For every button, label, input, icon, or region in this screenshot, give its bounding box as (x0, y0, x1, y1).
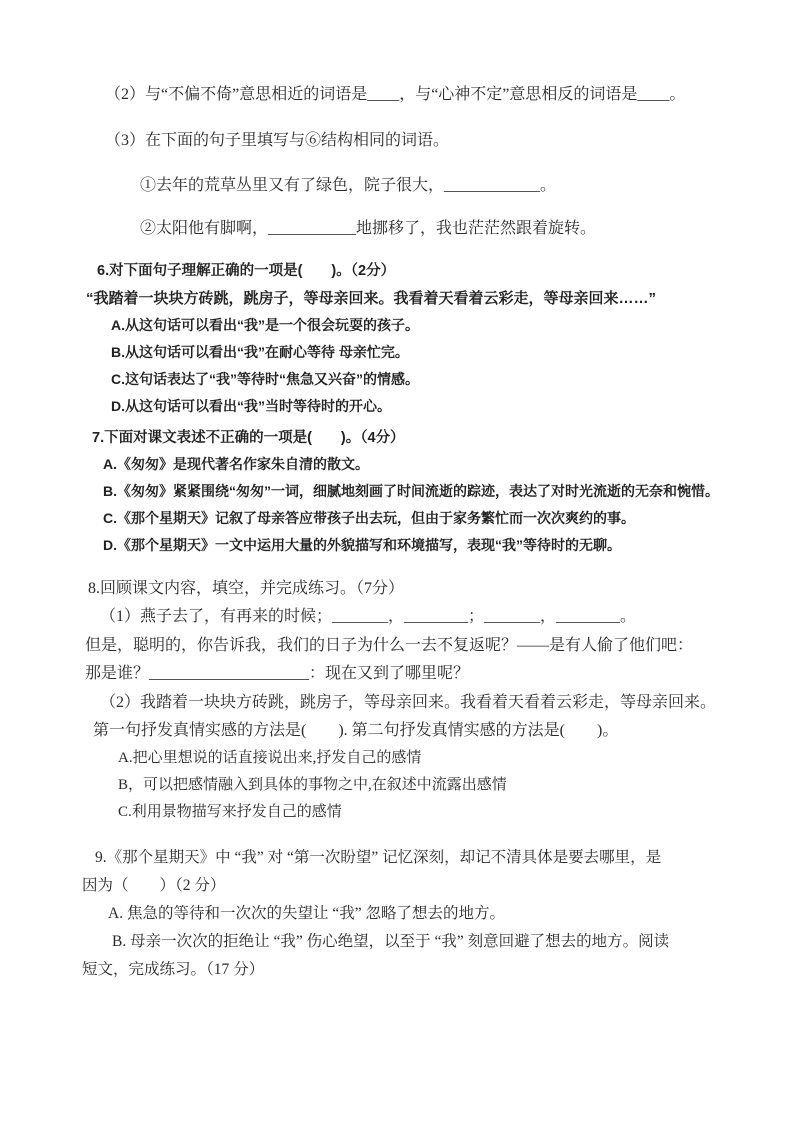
q8-part1-line1: （1）燕子去了，有再来的时候；_______，________；_______，________。 (100, 608, 637, 625)
q7-option-d: D.《那个星期天》一文中运用大量的外貌描写和环境描写，表现“我”等待时的无聊。 (103, 537, 621, 553)
q5-part3-line: （3）在下面的句子里填写与⑥结构相同的词语。 (105, 132, 450, 149)
q6-option-a: A.从这句话可以看出“我”是一个很会玩耍的孩子。 (111, 317, 419, 333)
q8-stem: 8.回顾课文内容，填空，并完成练习。（7分） (88, 580, 405, 597)
q9-stem-line1: 9.《那个星期天》中 “我” 对 “第一次盼望” 记忆深刻，却记不清具体是要去哪里，是 (95, 849, 662, 866)
q7-stem: 7.下面对课文表述不正确的一项是( )。（4分） (92, 430, 405, 446)
q8-option-a: A.把心里想说的话直接说出来,抒发自己的感情 (118, 750, 422, 766)
q7-option-b: B.《匆匆》紧紧围绕“匆匆”一词，细腻地刻画了时间流逝的踪迹，表达了对时光流逝的无奈和惋惜。 (103, 483, 719, 499)
q6-quote: “我踏着一块块方砖跳，跳房子，等母亲回来。我看着天看着云彩走，等母亲回来……” (86, 290, 657, 307)
q7-option-c: C.《那个星期天》记叙了母亲答应带孩子出去玩，但由于家务繁忙而一次次爽约的事。 (103, 510, 635, 526)
q9-option-b: B. 母亲一次次的拒绝让 “我” 伤心绝望，以至于 “我” 刻意回避了想去的地方。阅读 (112, 933, 670, 950)
q8-option-b: B，可以把感情融入到具体的事物之中,在叙述中流露出感情 (118, 777, 507, 793)
q6-option-d: D.从这句话可以看出“我”当时等待时的开心。 (111, 398, 391, 414)
q5-part3-item2-line: ②太阳他有脚啊，___________地挪移了，我也茫茫然跟着旋转。 (140, 220, 597, 237)
q6-option-b: B.从这句话可以看出“我”在耐心等待 母亲忙完。 (111, 344, 409, 360)
q5-part3-item1-line: ①去年的荒草丛里又有了绿色，院子很大，____________。 (140, 177, 557, 194)
q8-part1-line2: 但是，聪明的，你告诉我，我们的日子为什么一去不复返呢？——是有人偷了他们吧： (85, 637, 694, 654)
q9-stem-line2: 因为（ ）（2 分） (82, 877, 226, 894)
q8-part2-line1: （2）我踏着一块块方砖跳，跳房子，等母亲回来。我看着天看着云彩走，等母亲回来。 (100, 694, 717, 711)
q9-option-b-cont: 短文，完成练习。（17 分） (82, 961, 265, 978)
q9-option-a: A. 焦急的等待和一次次的失望让 “我” 忽略了想去的地方。 (108, 905, 505, 922)
q5-part2-line: （2）与“不偏不倚”意思相近的词语是____，与“心神不定”意思相反的词语是____。 (105, 86, 686, 103)
q8-part2-line2: 第一句抒发真情实感的方法是( ). 第二句抒发真情实感的方法是( )。 (93, 722, 619, 739)
q6-stem: 6.对下面句子理解正确的一项是( )。（2分） (97, 263, 396, 279)
q8-part1-line3: 那是谁？____________________：现在又到了哪里呢？ (85, 665, 470, 682)
q8-option-c: C.利用景物描写来抒发自己的感情 (118, 804, 342, 820)
q7-option-a: A.《匆匆》是现代著名作家朱自清的散文。 (103, 456, 369, 472)
q6-option-c: C.这句话表达了“我”等待时“焦急又兴奋”的情感。 (111, 371, 419, 387)
